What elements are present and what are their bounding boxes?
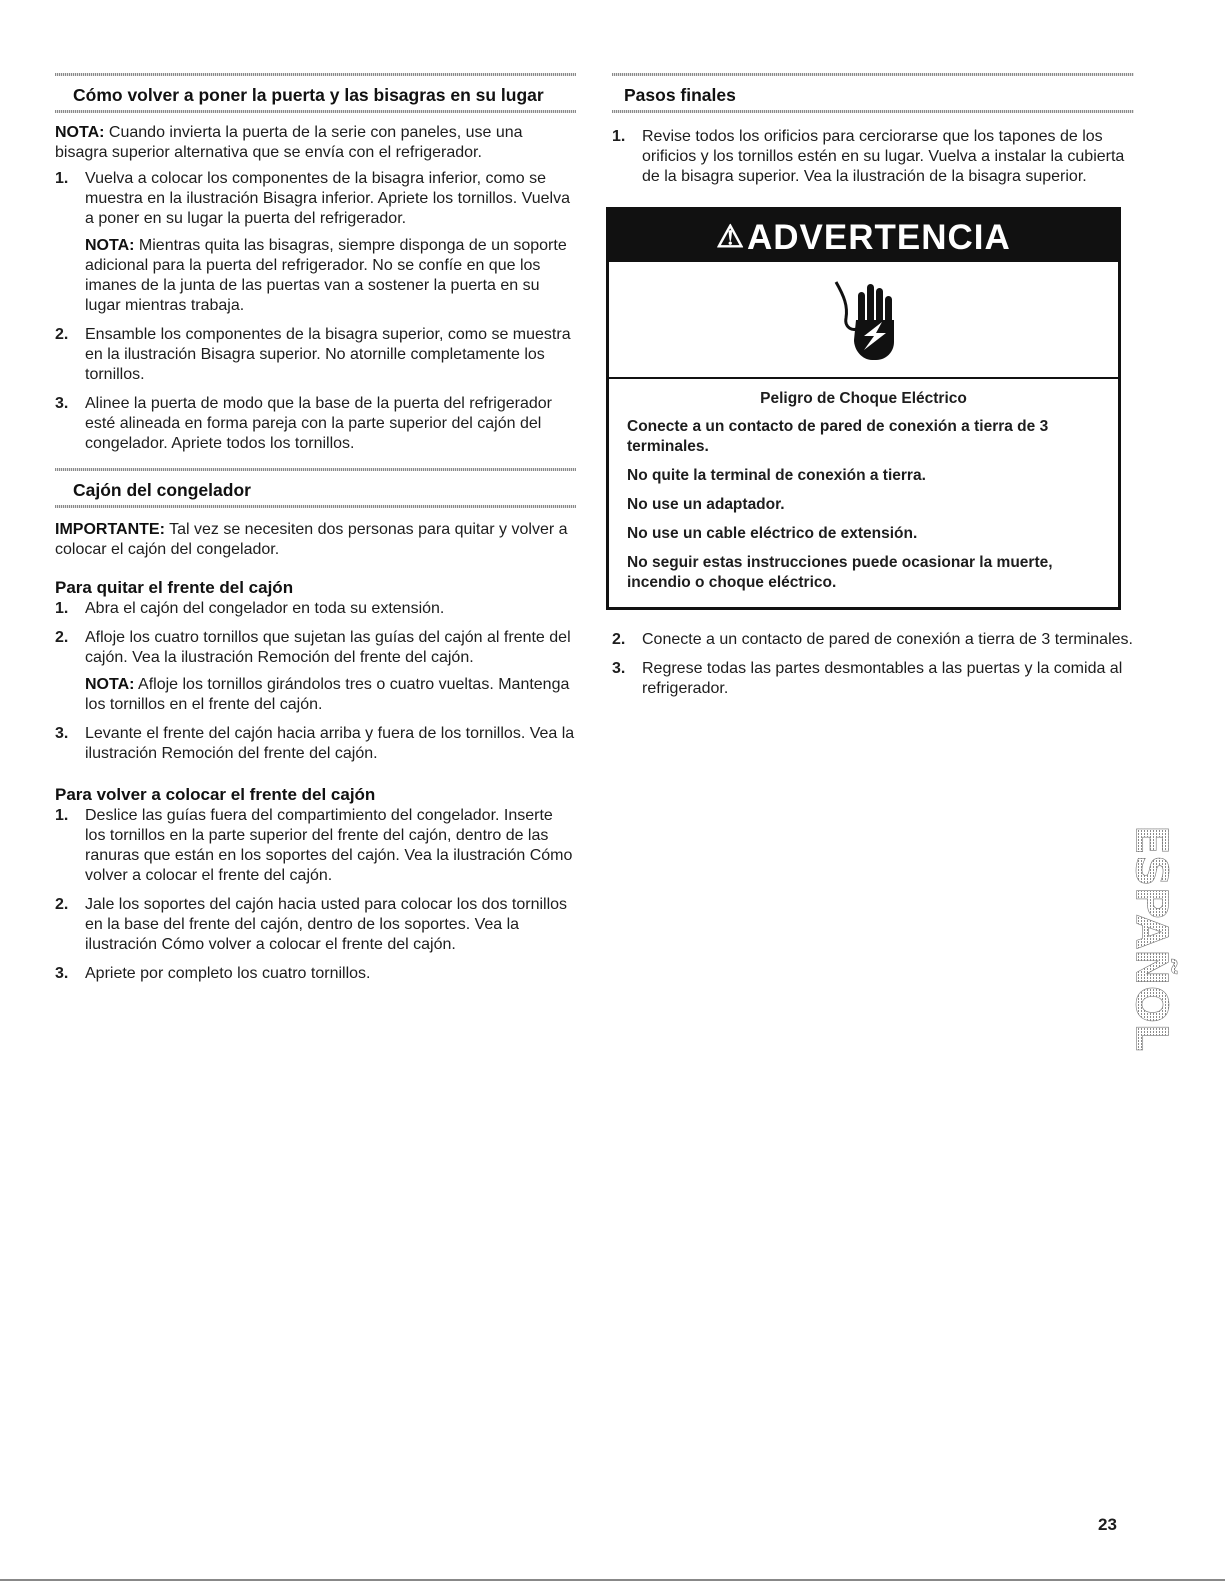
- list-item: [55, 599, 576, 619]
- section-rule: [612, 110, 1134, 113]
- step-text: Deslice las guías fuera del compartimiento del congelador. Inserte los tornillos en la parte superior del frente del cajón, dentro de las ranuras que están en los soportes del cajón. Vea la ilustración Cómo volver a colocar el frente del cajón.: [85, 807, 573, 884]
- note-text: Mientras quita las bisagras, siempre disponga de un soporte adicional para la puerta del refrigerador. No se confíe en que los imanes de la junta de las puertas van a sostener la puerta en su lugar mientras trabaja.: [85, 237, 567, 314]
- list-item: [612, 630, 1134, 650]
- step-number: 2.: [55, 629, 69, 646]
- warning-title: Peligro de Choque Eléctrico: [760, 390, 967, 407]
- right-column: [612, 73, 1134, 708]
- subheading-remove-drawer-front: Para quitar el frente del cajón: [55, 578, 294, 597]
- warning-triangle-icon: ⚠: [716, 219, 745, 254]
- step-text: Levante el frente del cajón hacia arriba y fuera de los tornillos. Vea la ilustración Remoción del frente del cajón.: [85, 725, 575, 762]
- step-text: Regrese todas las partes desmontables a las puertas y la comida al refrigerador.: [642, 660, 1123, 697]
- step-text: Abra el cajón del congelador en toda su extensión.: [85, 600, 445, 617]
- list-item: [612, 659, 1134, 699]
- remove-drawer-steps-list: [55, 599, 576, 764]
- section-rule: [55, 110, 576, 113]
- warning-icon-area: [609, 262, 1118, 379]
- bottom-rule: [0, 1579, 1225, 1581]
- list-item: [55, 325, 576, 385]
- important-text: Tal vez se necesiten dos personas para quitar y volver a colocar el cajón del congelador.: [55, 521, 568, 558]
- note-paragraph: [55, 123, 576, 163]
- note-text: Cuando invierta la puerta de la serie con paneles, use una bisagra superior alternativa que se envía con el refrigerador.: [55, 124, 523, 161]
- left-column: [55, 73, 576, 993]
- warning-box: [606, 207, 1121, 610]
- list-item: [612, 127, 1134, 187]
- hinge-steps-list: [55, 169, 576, 454]
- step-number: 1.: [55, 600, 69, 617]
- list-item: [55, 169, 576, 316]
- note-label: NOTA:: [85, 676, 135, 693]
- list-item: [55, 394, 576, 454]
- warning-body: [609, 379, 1118, 607]
- warning-header-text: ADVERTENCIA: [747, 218, 1011, 257]
- warning-line: No quite la terminal de conexión a tierra.: [627, 467, 926, 484]
- step-number: 3.: [55, 725, 69, 742]
- step-number: 1.: [55, 807, 69, 824]
- step-number: 2.: [55, 896, 69, 913]
- step-text: Vuelva a colocar los componentes de la bisagra inferior, como se muestra en la ilustración Bisagra inferior. Apriete los tornillos. Vuelva a poner en su lugar la puerta del refrigerador.: [85, 170, 570, 227]
- replace-drawer-steps-list: [55, 806, 576, 984]
- step-note: [85, 675, 576, 715]
- note-label: NOTA:: [85, 237, 135, 254]
- step-number: 2.: [612, 631, 626, 648]
- step-text: Jale los soportes del cajón hacia usted para colocar los dos tornillos en la base del frente del cajón, dentro de los soportes. Vea la ilustración Cómo volver a colocar el frente del cajón.: [85, 896, 568, 953]
- warning-line: No use un cable eléctrico de extensión.: [627, 525, 918, 542]
- important-paragraph: [55, 520, 576, 560]
- step-number: 3.: [612, 660, 626, 677]
- section-rule: [55, 505, 576, 508]
- step-text: Alinee la puerta de modo que la base de la puerta del refrigerador esté alineada en forma pareja con la parte superior del cajón del congelador. Apriete todos los tornillos.: [85, 395, 552, 452]
- list-item: [55, 964, 576, 984]
- warning-line: No seguir estas instrucciones puede ocasionar la muerte, incendio o choque eléctrico.: [627, 554, 1053, 591]
- note-text: Afloje los tornillos girándolos tres o cuatro vueltas. Mantenga los tornillos en el frente del cajón.: [85, 676, 570, 713]
- step-number: 1.: [55, 170, 69, 187]
- warning-line: No use un adaptador.: [627, 496, 785, 513]
- step-number: 3.: [55, 965, 69, 982]
- section-title-freezer-drawer: Cajón del congelador: [73, 480, 251, 500]
- list-item: [55, 895, 576, 955]
- side-language-text: ESPAÑOL: [1125, 824, 1177, 1052]
- electric-shock-hand-icon: [824, 270, 904, 370]
- step-text: Ensamble los componentes de la bisagra superior, como se muestra en la ilustración Bisagra superior. No atornille completamente los tornillos.: [85, 326, 571, 383]
- note-label: NOTA:: [55, 124, 105, 141]
- step-text: Afloje los cuatro tornillos que sujetan las guías del cajón al frente del cajón. Vea la ilustración Remoción del frente del cajón.: [85, 629, 571, 666]
- section-title-door-hinges: Cómo volver a poner la puerta y las bisagras en su lugar: [73, 85, 544, 105]
- step-text: Conecte a un contacto de pared de conexión a tierra de 3 terminales.: [642, 631, 1133, 648]
- list-item: [55, 628, 576, 715]
- section-title-final-steps: Pasos finales: [624, 85, 736, 105]
- step-number: 2.: [55, 326, 69, 343]
- final-steps-list: [612, 127, 1134, 187]
- list-item: [55, 806, 576, 886]
- step-text: Apriete por completo los cuatro tornillos.: [85, 965, 371, 982]
- page-number: 23: [1098, 1515, 1117, 1534]
- important-label: IMPORTANTE:: [55, 521, 165, 538]
- step-number: 1.: [612, 128, 626, 145]
- warning-line: Conecte a un contacto de pared de conexión a tierra de 3 terminales.: [627, 418, 1049, 455]
- step-text: Revise todos los orificios para cerciorarse que los tapones de los orificios y los tornillos estén en su lugar. Vuelva a instalar la cubierta de la bisagra superior. Vea la ilustración de la bisagra superior.: [642, 128, 1125, 185]
- warning-header: [609, 210, 1118, 262]
- step-note: [85, 236, 576, 316]
- step-number: 3.: [55, 395, 69, 412]
- subheading-replace-drawer-front: Para volver a colocar el frente del cajón: [55, 785, 376, 804]
- list-item: [55, 724, 576, 764]
- side-language-label: [1125, 818, 1188, 1058]
- final-steps-list-continued: [612, 630, 1134, 699]
